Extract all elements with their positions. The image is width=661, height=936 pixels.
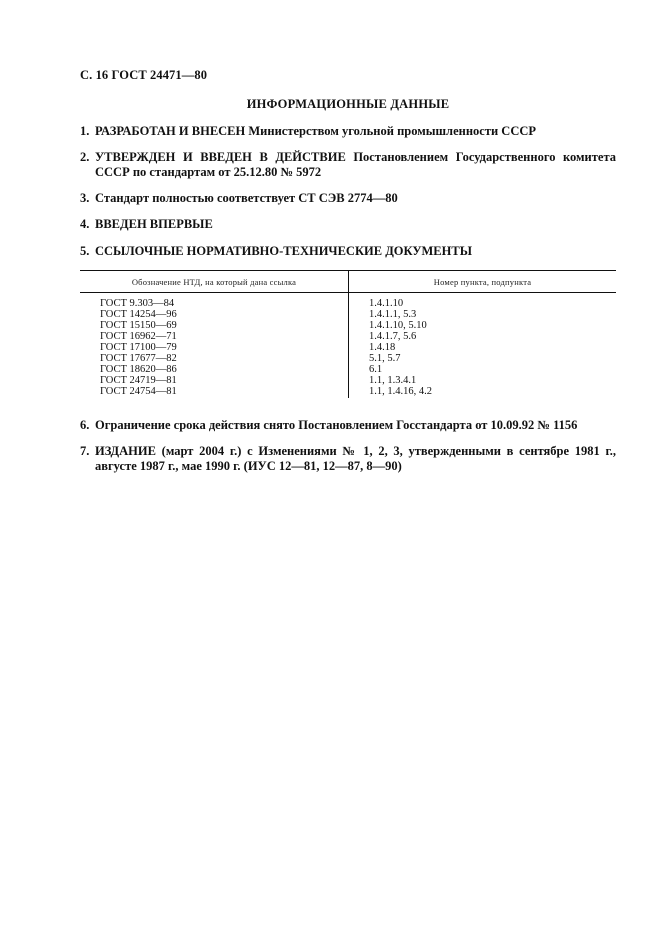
clause-cell: 1.4.1.10, 5.10	[369, 320, 427, 331]
clause-cell: 1.1, 1.3.4.1	[369, 375, 417, 386]
clause-cell: 5.1, 5.7	[369, 353, 401, 364]
clause-cell: 1.4.1.10	[369, 298, 404, 309]
page-header: С. 16 ГОСТ 24471—80	[80, 68, 208, 82]
item-text: ВВЕДЕН ВПЕРВЫЕ	[95, 217, 213, 231]
item-number: 5.	[80, 244, 90, 258]
item-number: 3.	[80, 191, 90, 205]
clause-cell: 1.1, 1.4.16, 4.2	[369, 386, 432, 397]
document-cell: ГОСТ 15150—69	[80, 320, 349, 331]
item-text: РАЗРАБОТАН И ВНЕСЕН Министерством угольной промышленности СССР	[95, 124, 537, 138]
table-row	[80, 331, 616, 342]
document-cell: ГОСТ 14254—96	[80, 309, 349, 320]
item-text: УТВЕРЖДЕН И ВВЕДЕН В ДЕЙСТВИЕ Постановлением Государственного комитета СССР по стандартам от 25.12.80 № 5972	[95, 150, 616, 179]
document-cell: ГОСТ 24719—81	[80, 375, 349, 386]
section-title: ИНФОРМАЦИОННЫЕ ДАННЫЕ	[246, 97, 450, 111]
document-cell: ГОСТ 9.303—84	[80, 298, 349, 309]
info-item-5	[80, 244, 616, 259]
table-row	[80, 375, 616, 386]
info-item-2	[80, 150, 616, 180]
item-number: 2.	[80, 150, 90, 164]
table-spacer	[80, 397, 616, 398]
item-number: 7.	[80, 444, 90, 458]
item-text: ССЫЛОЧНЫЕ НОРМАТИВНО-ТЕХНИЧЕСКИЕ ДОКУМЕНТЫ	[95, 244, 472, 258]
item-number: 4.	[80, 217, 90, 231]
column-header-clause: Номер пункта, подпункта	[349, 271, 617, 293]
column-header-document: Обозначение НТД, на который дана ссылка	[80, 271, 349, 293]
clause-cell: 6.1	[369, 364, 383, 375]
info-item-4	[80, 217, 616, 232]
clause-cell: 1.4.18	[369, 342, 396, 353]
table-row	[80, 353, 616, 364]
table-row	[80, 320, 616, 331]
item-text: Ограничение срока действия снято Постановлением Госстандарта от 10.09.92 № 1156	[95, 418, 578, 432]
document-cell: ГОСТ 17100—79	[80, 342, 349, 353]
item-text: ИЗДАНИЕ (март 2004 г.) с Изменениями № 1, 2, 3, утвержденными в сентябре 1981 г., августе 1987 г., мае 1990 г. (ИУС 12—81, 12—87, 8—90)	[95, 444, 616, 473]
item-text: Стандарт полностью соответствует СТ СЭВ 2774—80	[95, 191, 398, 205]
table-row	[80, 342, 616, 353]
info-item-1	[80, 124, 616, 139]
reference-documents-table	[80, 270, 616, 398]
item-number: 1.	[80, 124, 90, 138]
info-item-6	[80, 418, 616, 433]
table-header-row	[80, 271, 616, 293]
document-cell: ГОСТ 18620—86	[80, 364, 349, 375]
clause-cell: 1.4.1.7, 5.6	[369, 331, 417, 342]
info-item-3	[80, 191, 616, 206]
document-cell: ГОСТ 16962—71	[80, 331, 349, 342]
info-item-7	[80, 444, 616, 474]
clause-cell: 1.4.1.1, 5.3	[369, 309, 417, 320]
table-row	[80, 309, 616, 320]
item-number: 6.	[80, 418, 90, 432]
table-row	[80, 298, 616, 309]
table-row	[80, 386, 616, 397]
table-row	[80, 364, 616, 375]
document-cell: ГОСТ 24754—81	[80, 386, 349, 397]
document-cell: ГОСТ 17677—82	[80, 353, 349, 364]
